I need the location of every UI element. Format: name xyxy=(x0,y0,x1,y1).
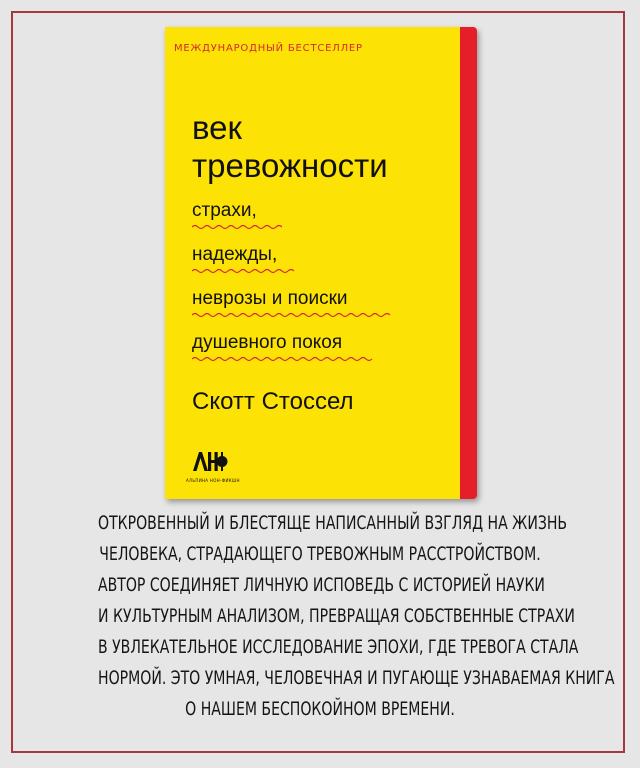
subtitle-text: надежды, xyxy=(192,244,278,265)
book-cover xyxy=(165,27,477,499)
description-line: ОТКРОВЕННЫЙ И БЛЕСТЯЩЕ НАПИСАННЫЙ ВЗГЛЯД НА ЖИЗНЬ xyxy=(98,512,568,534)
book-title-line: тревожности xyxy=(192,147,388,184)
subtitle-text: душевного покоя xyxy=(192,332,343,353)
wavy-underline xyxy=(192,312,392,318)
subtitle-text: страхи, xyxy=(192,200,257,221)
description-line: АВТОР СОЕДИНЯЕТ ЛИЧНУЮ ИСПОВЕДЬ С ИСТОРИЕЙ НАУКИ xyxy=(98,574,545,596)
subtitle-line xyxy=(192,199,442,243)
book-description xyxy=(98,508,615,725)
subtitle-line xyxy=(192,243,442,287)
book-author: Скотт Стоссел xyxy=(192,388,354,415)
wavy-underline xyxy=(192,356,377,362)
description-line: НОРМОЙ. ЭТО УМНАЯ, ЧЕЛОВЕЧНАЯ И ПУГАЮЩЕ УЗНАВАЕМАЯ КНИГА xyxy=(98,667,615,689)
book-title-line: век xyxy=(192,109,242,146)
description-line: В УВЛЕКАТЕЛЬНОЕ ИССЛЕДОВАНИЕ ЭПОХИ, ГДЕ ТРЕВОГА СТАЛА xyxy=(98,636,579,658)
book-subtitle xyxy=(192,199,442,375)
subtitle-line xyxy=(192,287,442,331)
bestseller-label: МЕЖДУНАРОДНЫЙ БЕСТСЕЛЛЕР xyxy=(174,43,363,54)
subtitle-text: неврозы и поиски xyxy=(192,288,348,309)
cover-red-band xyxy=(460,27,477,499)
wavy-underline xyxy=(192,224,282,230)
wavy-underline xyxy=(192,268,297,274)
description-line: ЧЕЛОВЕКА, СТРАДАЮЩЕГО ТРЕВОЖНЫМ РАССТРОЙСТВОМ. xyxy=(99,543,541,565)
subtitle-line xyxy=(192,331,442,375)
description-line: О НАШЕМ БЕСПОКОЙНОМ ВРЕМЕНИ. xyxy=(185,698,455,720)
publisher-logo-icon xyxy=(192,450,228,472)
publisher-name: АЛЬПИНА НОН-ФИКШН xyxy=(186,478,240,483)
book-title xyxy=(192,109,388,185)
description-line: И КУЛЬТУРНЫМ АНАЛИЗОМ, ПРЕВРАЩАЯ СОБСТВЕННЫЕ СТРАХИ xyxy=(98,605,575,627)
